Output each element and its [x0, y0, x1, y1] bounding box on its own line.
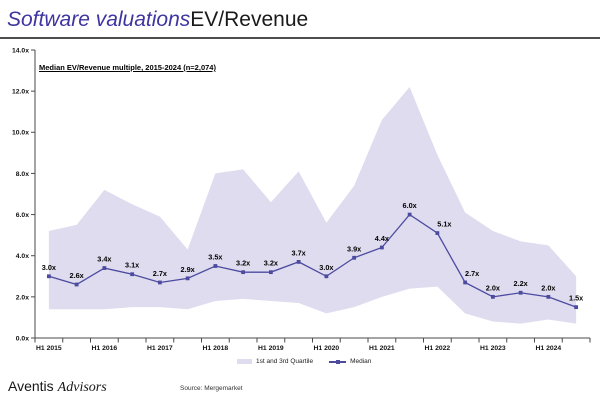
y-tick-label: 0.0x	[15, 335, 29, 343]
median-point	[574, 305, 578, 309]
brand-logo	[8, 378, 107, 396]
x-tick-label: H1 2020	[313, 345, 340, 352]
median-line-swatch	[329, 361, 346, 363]
x-tick-label: H1 2018	[202, 345, 229, 352]
x-tick-label: H1 2024	[535, 345, 562, 352]
chart-legend	[237, 358, 371, 365]
data-label: 3.2x	[236, 258, 251, 268]
data-label: 2.7x	[152, 268, 167, 278]
y-tick-label: 2.0x	[15, 294, 29, 302]
data-label: 3.2x	[263, 258, 278, 268]
median-point	[546, 295, 550, 299]
data-label: 3.1x	[125, 260, 140, 270]
data-label: 3.0x	[319, 262, 334, 272]
data-label: 2.6x	[69, 271, 84, 281]
quartile-band-swatch	[237, 359, 252, 364]
data-label: 1.5x	[569, 293, 584, 303]
x-tick-label: H1 2016	[91, 345, 118, 352]
data-label: 3.0x	[41, 262, 56, 272]
median-point	[158, 281, 162, 285]
data-label: 3.4x	[97, 254, 112, 264]
median-marker-icon	[336, 360, 340, 364]
y-tick-label: 12.0x	[11, 88, 29, 96]
x-tick-label: H1 2017	[147, 345, 173, 352]
median-point	[352, 256, 356, 260]
median-point	[297, 260, 301, 264]
x-tick-label: H1 2015	[36, 345, 62, 352]
title-metric: EV/Revenue	[190, 8, 309, 31]
source-note: Source: Mergemarket	[180, 385, 243, 392]
x-tick-label: H1 2019	[258, 345, 284, 352]
median-point	[435, 231, 439, 235]
median-point	[519, 291, 523, 295]
x-tick-label: H1 2021	[369, 345, 395, 352]
data-label: 2.0x	[541, 283, 556, 293]
data-label: 5.1x	[437, 219, 452, 229]
x-tick-label: H1 2022	[424, 345, 451, 352]
legend-label-quartile: 1st and 3rd Quartile	[256, 358, 314, 365]
y-tick-label: 6.0x	[15, 211, 29, 219]
median-point	[408, 213, 412, 217]
median-point	[324, 274, 328, 278]
median-point	[186, 276, 190, 280]
data-label: 2.2x	[513, 279, 528, 289]
data-label: 6.0x	[402, 201, 417, 211]
chart-title: Median EV/Revenue multiple, 2015-2024 (n=2,074)	[39, 63, 216, 72]
median-point	[75, 283, 79, 287]
data-label: 2.7x	[465, 268, 480, 278]
median-point	[102, 266, 106, 270]
median-point	[130, 272, 134, 276]
data-label: 2.9x	[180, 264, 195, 274]
x-tick-label: H1 2023	[480, 345, 506, 352]
y-tick-label: 4.0x	[15, 253, 29, 261]
data-label: 3.5x	[208, 252, 223, 262]
y-tick-label: 8.0x	[15, 170, 29, 178]
data-label: 3.7x	[291, 248, 306, 258]
median-point	[47, 274, 51, 278]
median-point	[241, 270, 245, 274]
legend-item-median	[329, 358, 371, 365]
median-point	[491, 295, 495, 299]
data-label: 2.0x	[485, 283, 500, 293]
brand-name-italic: Advisors	[57, 380, 107, 395]
legend-label-median: Median	[350, 358, 372, 365]
median-point	[269, 270, 273, 274]
legend-item-quartile	[237, 358, 313, 365]
median-point	[380, 246, 384, 250]
title-brand: Software valuations	[7, 8, 191, 31]
median-point	[213, 264, 217, 268]
median-point	[463, 281, 467, 285]
brand-name-regular: Aventis	[8, 378, 54, 394]
data-label: 3.9x	[347, 244, 362, 254]
y-tick-label: 10.0x	[11, 129, 29, 137]
y-tick-label: 14.0x	[11, 47, 29, 55]
data-label: 4.4x	[374, 233, 389, 243]
